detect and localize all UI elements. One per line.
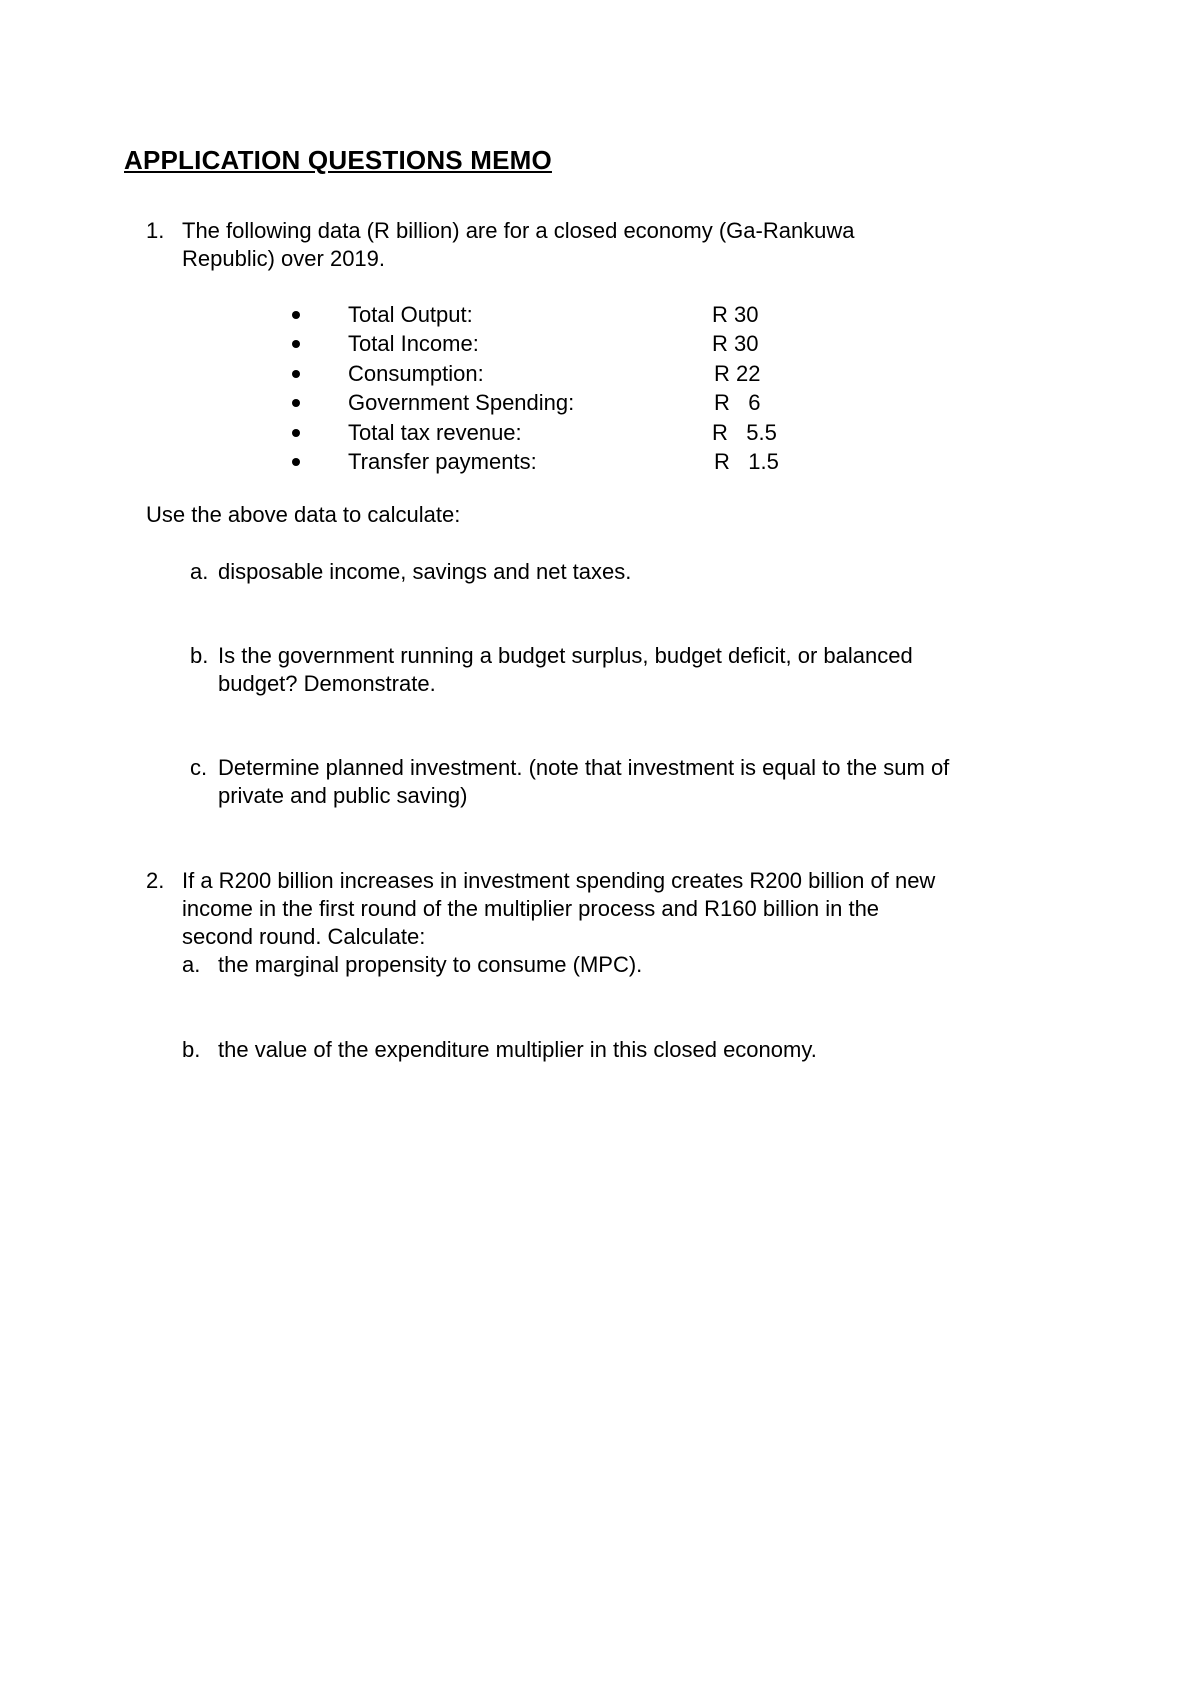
data-value: R 6 [714, 390, 761, 415]
data-label: Total Output: [348, 302, 473, 327]
question-2-number: 2. [146, 868, 165, 893]
data-value: R 22 [714, 361, 761, 386]
data-label: Consumption: [348, 361, 484, 386]
question-1-line-2: Republic) over 2019. [182, 246, 386, 271]
data-value: R 1.5 [714, 449, 779, 474]
data-label: Total Income: [348, 331, 479, 356]
bullet-icon [292, 429, 300, 437]
list-item [0, 330, 1200, 358]
bullet-icon [292, 370, 300, 378]
question-2-line-2: income in the first round of the multiplier process and R160 billion in the [182, 896, 880, 921]
sub-question-1c-line-1: Determine planned investment. (note that investment is equal to the sum of [218, 755, 950, 780]
question-2-line-3: second round. Calculate: [182, 924, 426, 949]
data-value: R 5.5 [712, 420, 777, 445]
sub-question-letter: a. [182, 952, 201, 977]
bullet-icon [292, 458, 300, 466]
instruction-text: Use the above data to calculate: [146, 502, 461, 527]
data-value: R 30 [712, 302, 759, 327]
sub-question-2b-text: the value of the expenditure multiplier in this closed economy. [218, 1037, 817, 1062]
sub-question-letter: a. [190, 559, 209, 584]
list-item [0, 360, 1200, 388]
sub-question-letter: b. [182, 1037, 201, 1062]
sub-question-2a-text: the marginal propensity to consume (MPC). [218, 952, 643, 977]
data-value: R 30 [712, 331, 759, 356]
question-1-line-1: The following data (R billion) are for a closed economy (Ga-Rankuwa [182, 218, 855, 243]
data-label: Government Spending: [348, 390, 575, 415]
data-label: Total tax revenue: [348, 420, 522, 445]
bullet-icon [292, 340, 300, 348]
list-item [0, 448, 1200, 476]
bullet-icon [292, 311, 300, 319]
question-1-number: 1. [146, 218, 165, 243]
bullet-icon [292, 399, 300, 407]
sub-question-1c-line-2: private and public saving) [218, 783, 468, 808]
list-item [0, 301, 1200, 329]
sub-question-letter: b. [190, 643, 209, 668]
sub-question-1b-line-1: Is the government running a budget surplus, budget deficit, or balanced [218, 643, 913, 668]
sub-question-1a-text: disposable income, savings and net taxes. [218, 559, 632, 584]
sub-question-letter: c. [190, 755, 208, 780]
list-item [0, 419, 1200, 447]
data-label: Transfer payments: [348, 449, 537, 474]
question-2-line-1: If a R200 billion increases in investment spending creates R200 billion of new [182, 868, 936, 893]
list-item [0, 389, 1200, 417]
sub-question-1b-line-2: budget? Demonstrate. [218, 671, 436, 696]
page-title: APPLICATION QUESTIONS MEMO [124, 145, 552, 175]
